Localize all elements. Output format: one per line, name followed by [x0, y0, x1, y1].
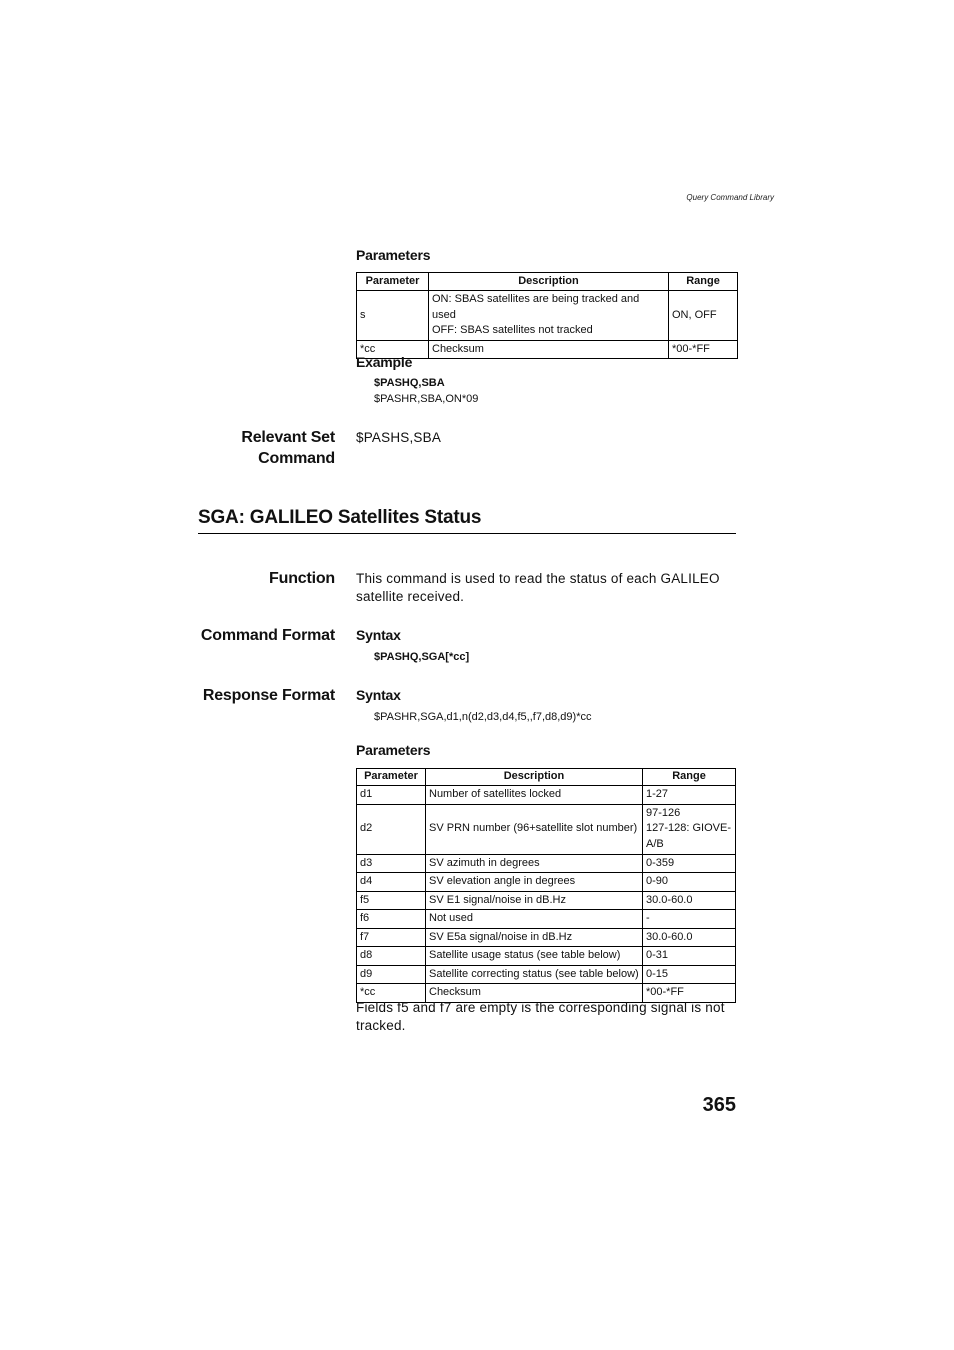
range-cell	[643, 947, 736, 966]
range-cell	[643, 854, 736, 873]
column-header-parameter: Parameter	[357, 769, 426, 786]
example-query: $PASHQ,SBA	[374, 377, 445, 389]
sga-parameters-table	[356, 768, 736, 1003]
description-cell: SV elevation angle in degrees	[426, 873, 643, 892]
command-format-label: Command Format	[200, 627, 335, 644]
description-cell: Satellite usage status (see table below)	[426, 947, 643, 966]
response-format-label: Response Format	[202, 687, 335, 704]
table-row	[357, 291, 738, 341]
param-cell: d8	[357, 947, 426, 966]
range-line: 0-90	[646, 875, 669, 887]
description-cell: SV PRN number (96+satellite slot number)	[426, 804, 643, 854]
param-cell: s	[357, 291, 429, 341]
range-line: 0-15	[646, 967, 669, 980]
param-cell: *cc	[357, 340, 429, 359]
response-syntax: $PASHR,SGA,d1,n(d2,d3,d4,f5,,f7,d8,d9)*cc	[374, 711, 592, 723]
table-row	[357, 340, 738, 359]
table-row	[357, 910, 736, 929]
table-row	[357, 891, 736, 910]
range-cell	[643, 891, 736, 910]
response-syntax-heading: Syntax	[356, 687, 401, 703]
column-header-parameter: Parameter	[357, 273, 429, 291]
param-cell: *cc	[357, 984, 426, 1003]
range-line: 97-126	[646, 806, 681, 819]
param-cell: f5	[357, 891, 426, 910]
range-line: 0-359	[646, 856, 675, 869]
section-title-rule	[198, 533, 736, 534]
table-row	[357, 928, 736, 947]
param-cell: d9	[357, 965, 426, 984]
description-cell: SV azimuth in degrees	[426, 854, 643, 873]
command-syntax-heading: Syntax	[356, 627, 401, 643]
table-row	[357, 873, 736, 892]
running-head: Query Command Library	[686, 193, 774, 202]
table-row	[357, 786, 736, 805]
range-line: A/B	[646, 837, 664, 850]
param-cell: d2	[357, 804, 426, 854]
example-response: $PASHR,SBA,ON*09	[374, 393, 479, 405]
range-line: 30.0-60.0	[646, 893, 693, 906]
relevant-set-command-value: $PASHS,SBA	[356, 430, 442, 445]
param-cell: d4	[357, 873, 426, 892]
param-cell: f7	[357, 928, 426, 947]
table-row	[357, 854, 736, 873]
table-row	[357, 965, 736, 984]
range-line: 127-128: GIOVE-	[646, 822, 731, 835]
description-cell: Number of satellites locked	[426, 786, 643, 805]
range-cell	[643, 786, 736, 805]
description-cell	[429, 340, 669, 359]
table-row	[357, 804, 736, 854]
sga-parameters-heading: Parameters	[356, 742, 431, 758]
range-cell	[643, 804, 736, 854]
table-header-row	[357, 769, 736, 786]
table-header-row	[357, 273, 738, 291]
range-cell	[643, 965, 736, 984]
column-header-description: Description	[429, 273, 669, 291]
range-cell: ON, OFF	[669, 291, 738, 341]
relevant-set-label-line: Command	[258, 450, 335, 467]
relevant-set-command-label	[150, 427, 335, 469]
description-cell	[429, 291, 669, 341]
range-line: -	[646, 912, 650, 924]
range-line: 1-27	[646, 788, 669, 800]
function-text: This command is used to read the status of each GALILEO satellite received.	[356, 571, 720, 604]
description-cell: Not used	[426, 910, 643, 929]
fields-note: Fields f5 and f7 are empty is the corresponding signal is not tracked.	[356, 1000, 725, 1033]
column-header-range: Range	[669, 273, 738, 291]
description-cell: Checksum	[426, 984, 643, 1003]
range-line: 0-31	[646, 949, 669, 961]
command-syntax: $PASHQ,SGA[*cc]	[374, 651, 470, 663]
range-line: *00-*FF	[646, 986, 684, 998]
description-cell: Satellite correcting status (see table below)	[426, 965, 643, 984]
description-line: Checksum	[432, 342, 484, 355]
column-header-description: Description	[426, 769, 643, 786]
range-cell	[643, 873, 736, 892]
sba-parameters-table	[356, 272, 738, 359]
relevant-set-label-line: Relevant Set	[241, 429, 335, 446]
range-cell	[643, 928, 736, 947]
range-cell	[643, 910, 736, 929]
page-number: 365	[702, 1094, 736, 1116]
description-line: ON: SBAS satellites are being tracked and used	[432, 293, 640, 321]
range-line: 30.0-60.0	[646, 930, 693, 943]
table-row	[357, 947, 736, 966]
param-cell: d1	[357, 786, 426, 805]
sba-parameters-heading: Parameters	[356, 247, 431, 263]
function-label: Function	[269, 570, 335, 587]
param-cell: d3	[357, 854, 426, 873]
param-cell: f6	[357, 910, 426, 929]
example-heading: Example	[356, 354, 413, 370]
range-cell: *00-*FF	[669, 340, 738, 359]
column-header-range: Range	[643, 769, 736, 786]
description-cell: SV E1 signal/noise in dB.Hz	[426, 891, 643, 910]
description-line: OFF: SBAS satellites not tracked	[432, 324, 593, 336]
description-cell: SV E5a signal/noise in dB.Hz	[426, 928, 643, 947]
section-title: SGA: GALILEO Satellites Status	[198, 507, 482, 528]
